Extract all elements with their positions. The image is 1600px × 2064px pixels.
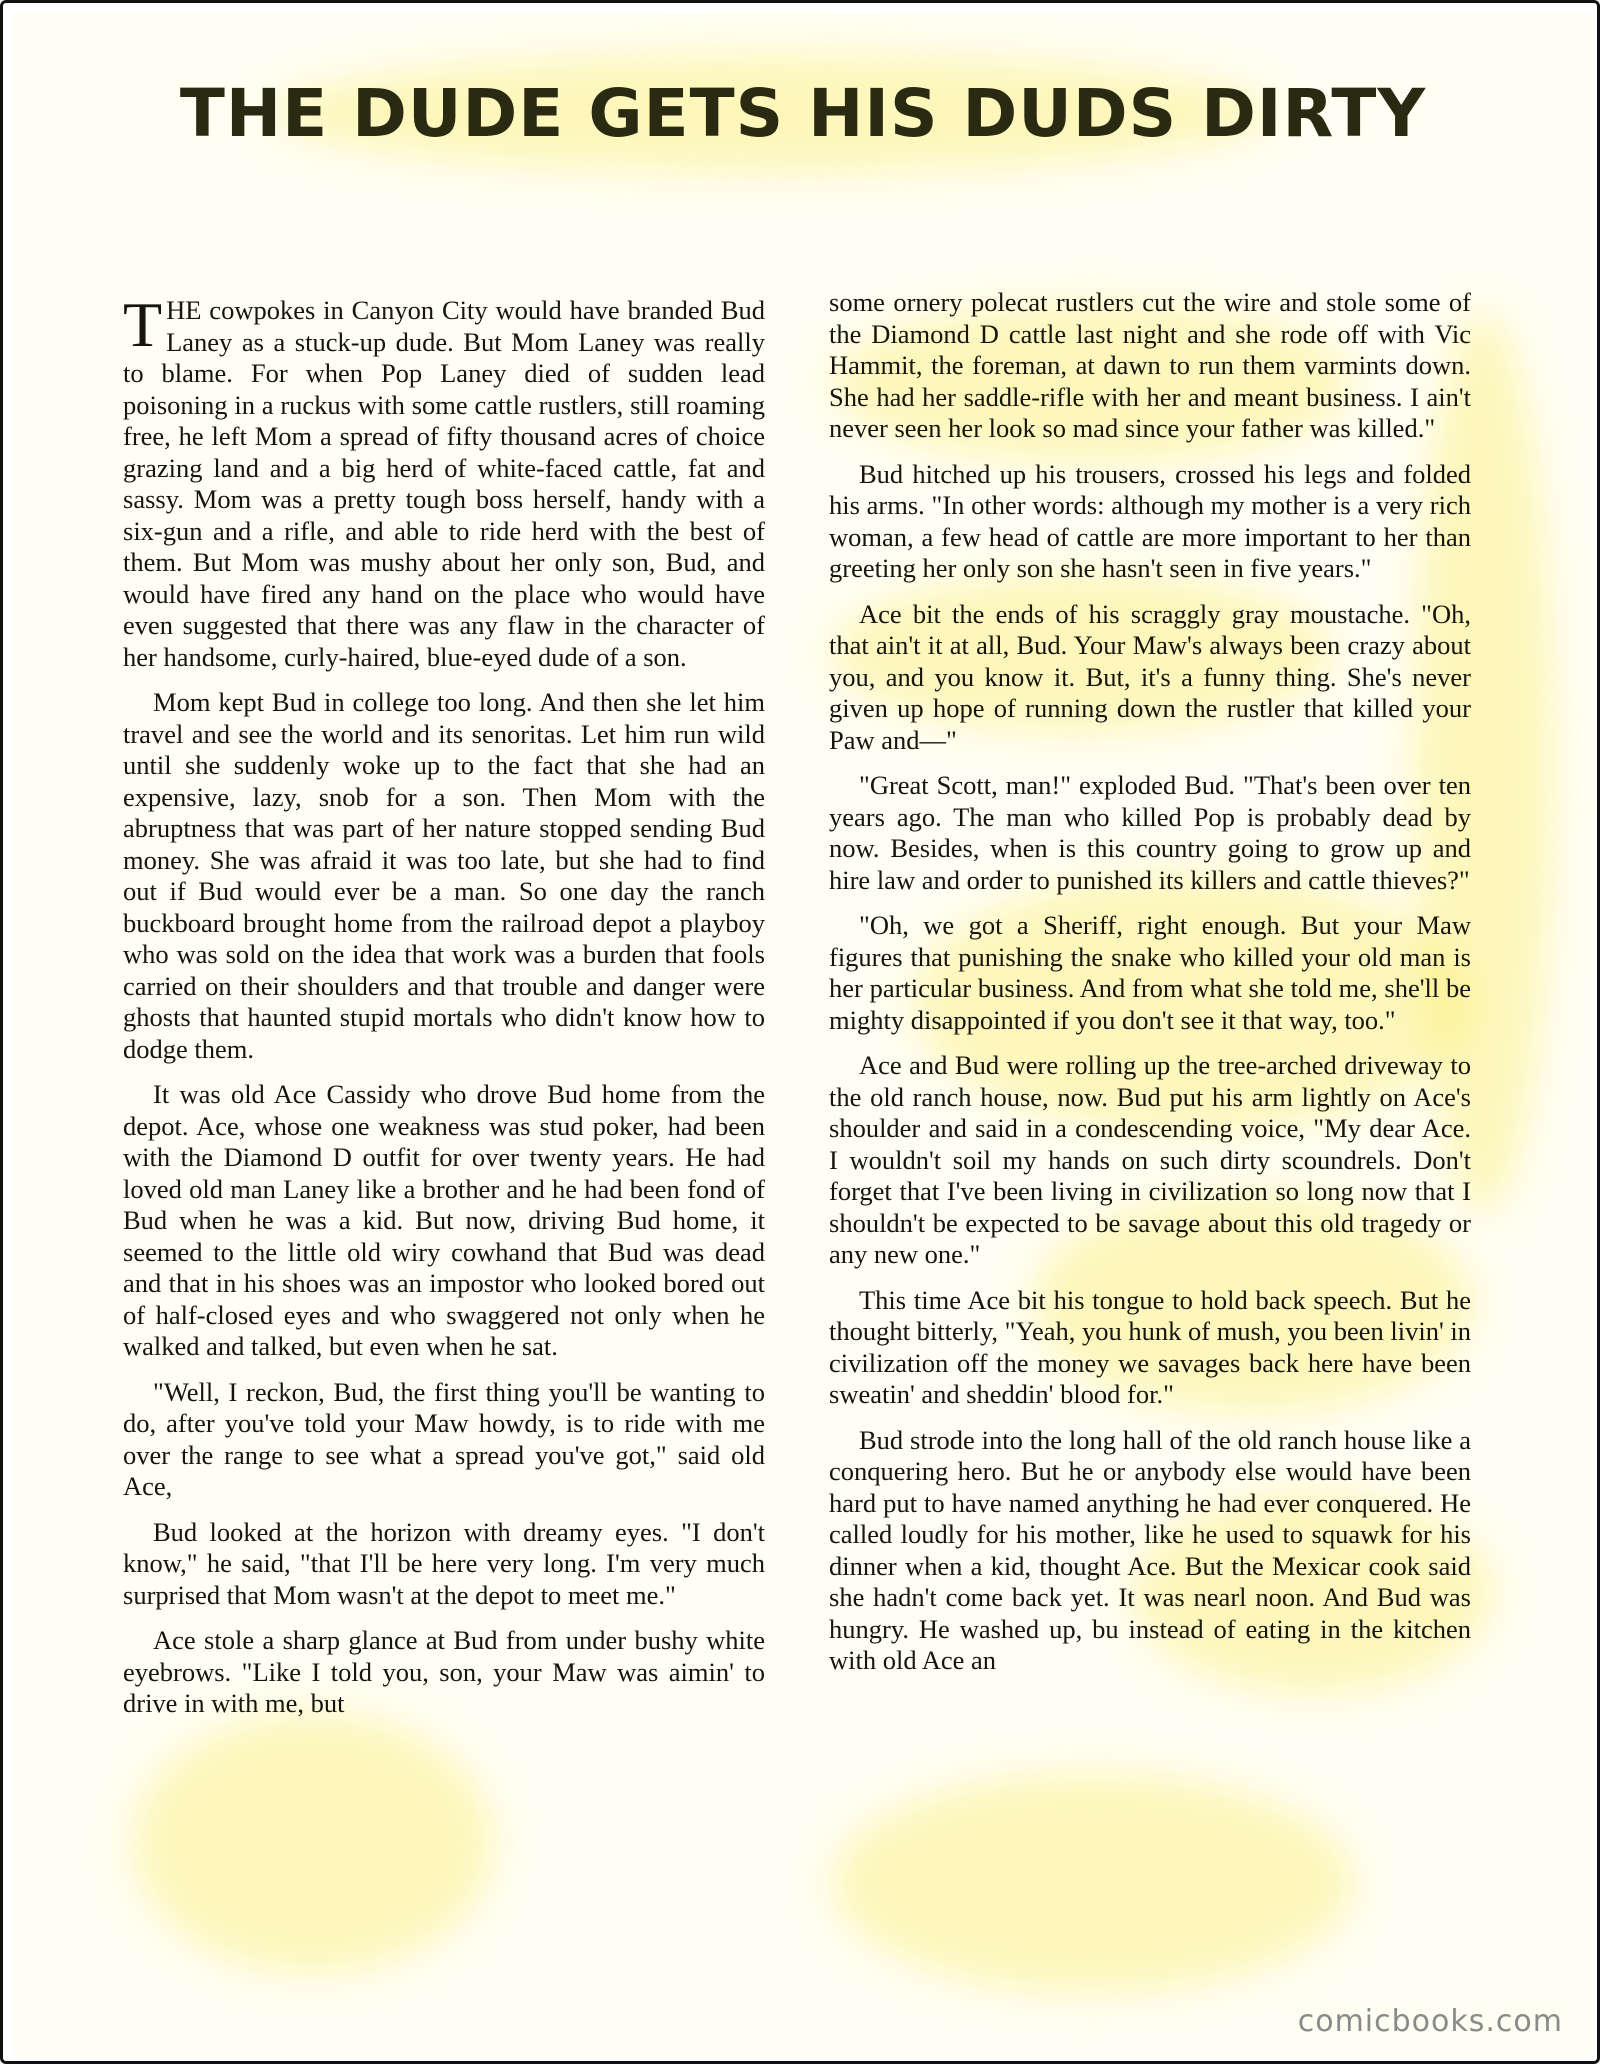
paper-stain (133, 1713, 493, 1973)
story-paragraph: "Well, I reckon, Bud, the first thing you'll be wanting to do, after you've told your Maw howdy, is to ride with me over the range to see what a spread you've got," said old Ace, (123, 1376, 765, 1501)
site-watermark: comicbooks.com (1297, 2004, 1563, 2039)
left-column (123, 289, 765, 1734)
story-paragraph: "Oh, we got a Sheriff, right enough. But your Maw figures that punishing the snake who killed your old man is her particular business. And from what she told me, she'll be mighty disappointed if you don't see it that way, too." (829, 910, 1471, 1035)
story-page (13, 13, 1593, 2057)
story-paragraph: Ace and Bud were rolling up the tree-arched driveway to the old ranch house, now. Bud put his arm lightly on Ace's shoulder and said in a condescending voice, "My dear Ace. I wouldn't soil my hands on such dirty scoundrels. Don't forget that I've been living in civilization so long now that I shouldn't be expected to be savage about this old tragedy or any new one." (829, 1050, 1471, 1269)
story-paragraph (123, 289, 765, 673)
story-paragraph: Bud hitched up his trousers, crossed his legs and folded his arms. "In other words: although my mother is a very rich woman, a few head of cattle are more important to her than greeting her only son she hasn't seen in five years." (829, 458, 1471, 583)
story-paragraph: "Great Scott, man!" exploded Bud. "That's been over ten years ago. The man who killed Pop is probably dead by now. Besides, when is this country going to grow up and hire law and order to punished its killers and cattle thieves?" (829, 770, 1471, 895)
paragraph-text: HE cowpokes in Canyon City would have branded Bud Laney as a stuck-up dude. But Mom Laney was really to blame. For when Pop Laney died of sudden lead poisoning in a ruckus with some cattle rustlers, still roaming free, he left Mom a spread of fifty thousand acres of choice grazing land and a big herd of white-faced cattle, fat and sassy. Mom was a pretty tough boss herself, handy with a six-gun and a rifle, and able to ride herd with the best of them. But Mom was mushy about her only son, Bud, and would have fired any hand on the place who would have even suggested that there was any flaw in the character of her handsome, curly-haired, blue-eyed dude of a son. (123, 295, 765, 672)
right-column (829, 287, 1471, 1691)
story-paragraph: some ornery polecat rustlers cut the wire and stole some of the Diamond D cattle last night and she rode off with Vic Hammit, the foreman, at dawn to run them varmints down. She had her saddle-rifle with her and meant business. I ain't never seen her look so mad since your father was killed." (829, 287, 1471, 443)
story-paragraph: This time Ace bit his tongue to hold back speech. But he thought bitterly, "Yeah, you hunk of mush, you been livin' in civilization off the money we savages back here have been sweatin' and sheddin' blood for." (829, 1284, 1471, 1409)
story-paragraph: Ace stole a sharp glance at Bud from under bushy white eyebrows. "Like I told you, son, your Maw was aimin' to drive in with me, but (123, 1625, 765, 1718)
story-paragraph: Mom kept Bud in college too long. And then she let him travel and see the world and its senoritas. Let him run wild until she suddenly woke up to the fact that she had an expensive, lazy, snob for a son. Then Mom with the abruptness that was part of her nature stopped sending Bud money. She was afraid it was too late, but she had to find out if Bud would ever be a man. So one day the ranch buckboard brought home from the railroad depot a playboy who was sold on the idea that work was a burden that fools carried on their shoulders and that trouble and danger were ghosts that haunted stupid mortals who didn't know how to dodge them. (123, 687, 765, 1064)
story-paragraph: Ace bit the ends of his scraggly gray moustache. "Oh, that ain't it at all, Bud. Your Maw's always been crazy about you, and you know it. But, it's a funny thing. She's never given up hope of running down the rustler that killed your Paw and—" (829, 598, 1471, 755)
story-paragraph: Bud looked at the horizon with dreamy eyes. "I don't know," he said, "that I'll be here very long. I'm very much surprised that Mom wasn't at the depot to meet me." (123, 1516, 765, 1610)
story-paragraph: It was old Ace Cassidy who drove Bud home from the depot. Ace, whose one weakness was stud poker, had been with the Diamond D outfit for over twenty years. He had loved old man Laney like a brother and he had been fond of Bud when he was a kid. But now, driving Bud home, it seemed to the little old wiry cowhand that Bud was dead and that in his shoes was an impostor who looked bored out of half-closed eyes and who swaggered not only when he walked and talked, but even when he sat. (123, 1079, 765, 1361)
drop-cap: T (123, 289, 163, 360)
story-paragraph: Bud strode into the long hall of the old ranch house like a conquering hero. But he or anybody else would have been hard put to have named anything he had ever conquered. He called loudly for his mother, like he used to squawk for his dinner when a kid, thought Ace. But the Mexicar cook said she hadn't come back yet. It was nearl noon. And Bud was hungry. He washed up, bu instead of eating in the kitchen with old Ace an (829, 1424, 1471, 1675)
paper-stain (833, 1773, 1353, 1993)
story-title: THE DUDE GETS HIS DUDS DIRTY (179, 75, 1427, 152)
